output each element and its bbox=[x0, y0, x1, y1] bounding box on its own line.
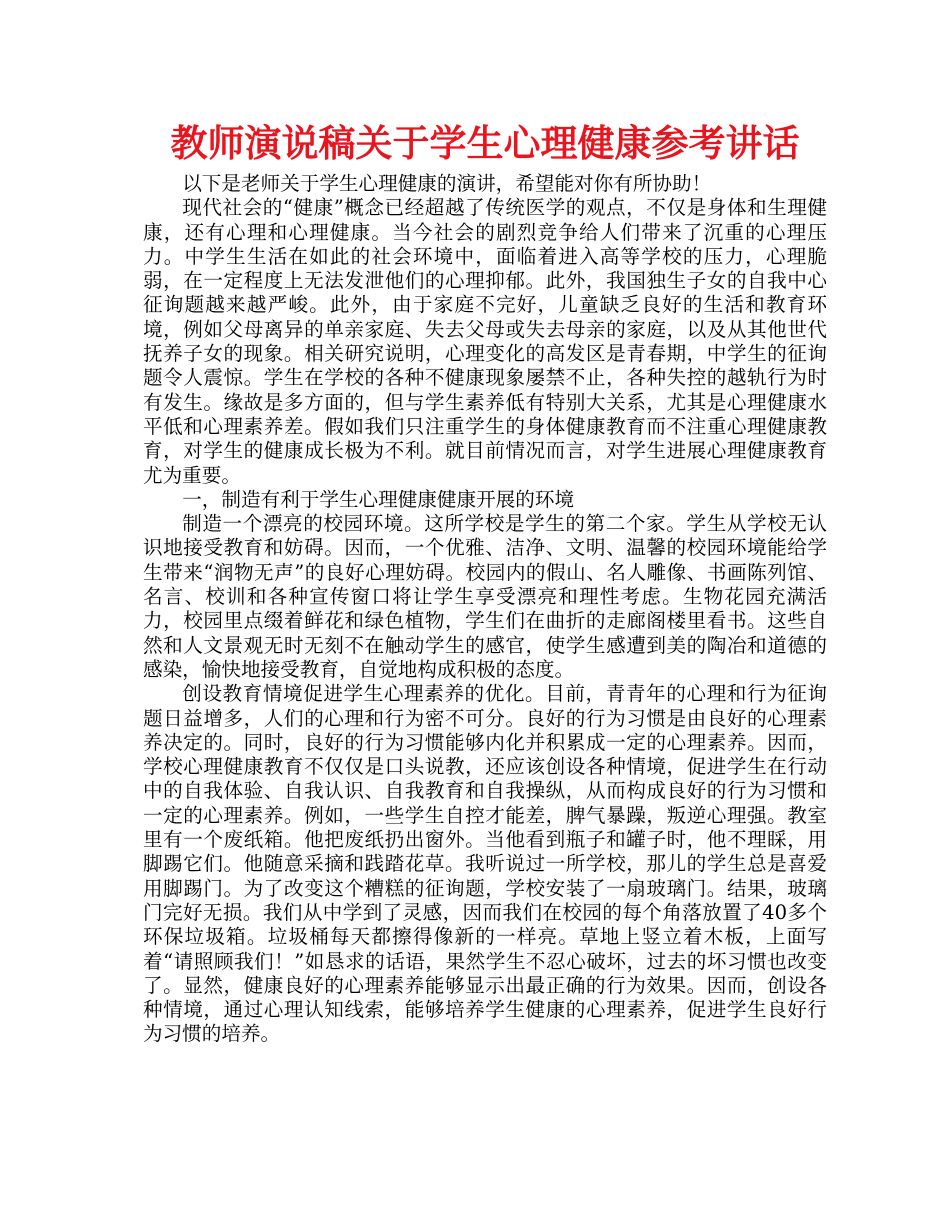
intro-paragraph: 以下是老师关于学生心理健康的演讲，希望能对你有所协助！ bbox=[182, 172, 712, 195]
document-title: 教师演说稿关于学生心理健康参考讲话 bbox=[170, 122, 800, 165]
background-paragraph: 现代社会的“健康”概念已经超越了传统医学的观点，不仅是身体和生理健康，还有心理和心理健康。当今社会的剧烈竞争给人们带来了沉重的心理压力。中学生生活在如此的社会环境中，面临着进入高等学校的压力，心理脆弱，在一定程度上无法发泄他们的心理抑郁。此外，我国独生子女的自我中心征询题越来越严峻。此外，由于家庭不完好，儿童缺乏良好的生活和教育环境，例如父母离异的单亲家庭、失去父母或失去母亲的家庭，以及从其他世代抚养子女的现象。相关研究说明，心理变化的高发区是青春期，中学生的征询题令人震惊。学生在学校的各种不健康现象屡禁不止，各种失控的越轨行为时有发生。缘故是多方面的，但与学生素养低有特别大关系，尤其是心理健康水平低和心理素养差。假如我们只注重学生的身体健康教育而不注重心理健康教育，对学生的健康成长极为不利。就目前情况而言，对学生进展心理健康教育尤为重要。 bbox=[143, 196, 827, 487]
section-heading: 一，制造有利于学生心理健康健康开展的环境 bbox=[182, 487, 575, 511]
education-situation-paragraph: 创设教育情境促进学生心理素养的优化。目前，青青年的心理和行为征询题日益增多，人们的心理和行为密不可分。良好的行为习惯是由良好的心理素养决定的。同时，良好的行为习惯能够内化并积累成一定的心理素养。因而，学校心理健康教育不仅仅是口头说教，还应该创设各种情境，促进学生在行动中的自我体验、自我认识、自我教育和自我操纵，从而构成良好的行为习惯和一定的心理素养。例如，一些学生自控才能差，脾气暴躁，叛逆心理强。教室里有一个废纸箱。他把废纸扔出窗外。当他看到瓶子和罐子时，他不理睬，用脚踢它们。他随意采摘和践踏花草。我听说过一所学校，那儿的学生总是喜爱用脚踢门。为了改变这个糟糕的征询题，学校安装了一扇玻璃门。结果，玻璃门完好无损。我们从中学到了灵感，因而我们在校园的每个角落放置了40多个环保垃圾箱。垃圾桶每天都擦得像新的一样亮。草地上竖立着木板，上面写着“请照顾我们！”如恳求的话语，果然学生不忍心破坏，过去的坏习惯也改变了。显然，健康良好的心理素养能够显示出最正确的行为效果。因而，创设各种情境，通过心理认知线索，能够培养学生健康的心理素养，促进学生良好行为习惯的培养。 bbox=[143, 682, 827, 1046]
document-body bbox=[143, 172, 827, 1047]
document-page bbox=[143, 118, 827, 1047]
campus-environment-paragraph: 制造一个漂亮的校园环境。这所学校是学生的第二个家。学生从学校无认识地接受教育和妨碍。因而，一个优雅、洁净、文明、温馨的校园环境能给学生带来“润物无声”的良好心理妨碍。校园内的假山、名人雕像、书画陈列馆、名言、校训和各种宣传窗口将让学生享受漂亮和理性考虑。生物花园充满活力，校园里点缀着鲜花和绿色植物，学生们在曲折的走廊阁楼里看书。这些自然和人文景观无时无刻不在触动学生的感官，使学生感遭到美的陶冶和道德的感染，愉快地接受教育，自觉地构成积极的态度。 bbox=[143, 512, 827, 681]
